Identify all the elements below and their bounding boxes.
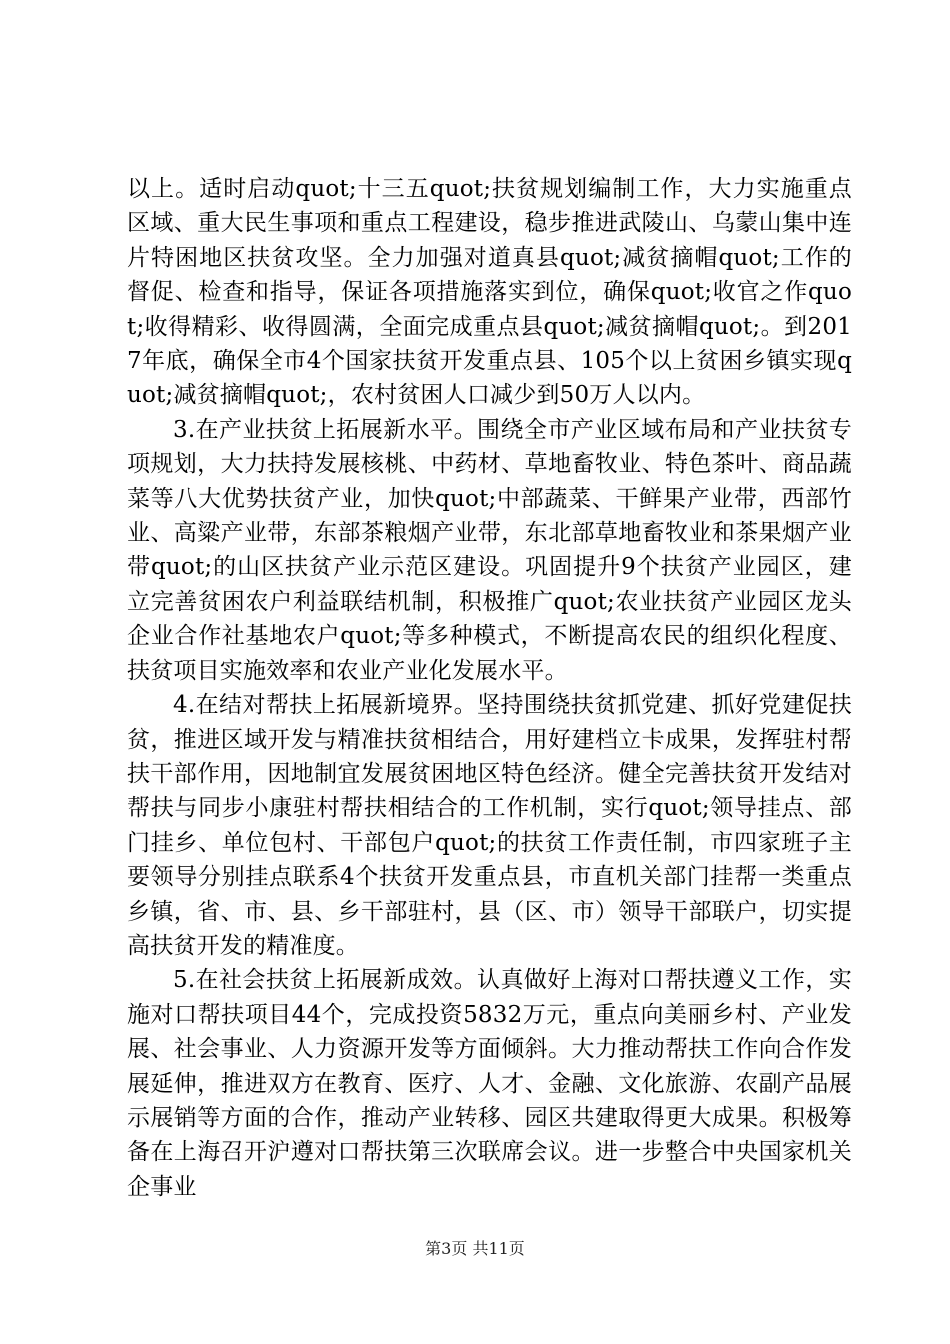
paragraph-2: 3.在产业扶贫上拓展新水平。围绕全市产业区域布局和产业扶贫专项规划，大力扶持发展核桃、中药材、草地畜牧业、特色茶叶、商品蔬菜等八大优势扶贫产业，加快quot;中部蔬菜、干鲜果产业带，西部竹业、高粱产业带，东部茶粮烟产业带，东北部草地畜牧业和茶果烟产业带quot;的山区扶贫产业示范区建设。巩固提升9个扶贫产业园区，建立完善贫困农户利益联结机制，积极推广quot;农业扶贫产业园区龙头企业合作社基地农户quot;等多种模式，不断提高农民的组织化程度、扶贫项目实施效率和农业产业化发展水平。: [127, 416, 852, 684]
paragraph-4: 5.在社会扶贫上拓展新成效。认真做好上海对口帮扶遵义工作，实施对口帮扶项目44个，完成投资5832万元，重点向美丽乡村、产业发展、社会事业、人力资源开发等方面倾斜。大力推动帮扶工作向合作发展延伸，推进双方在教育、医疗、人才、金融、文化旅游、农副产品展示展销等方面的合作，推动产业转移、园区共建取得更大成果。积极筹备在上海召开沪遵对口帮扶第三次联席会议。进一步整合中央国家机关企事业: [127, 967, 852, 1200]
page-footer: [0, 1238, 950, 1260]
document-body: [127, 172, 852, 1204]
page-number-label: 第3页 共11页: [425, 1239, 525, 1258]
paragraph-1: 以上。适时启动quot;十三五quot;扶贫规划编制工作，大力实施重点区域、重大民生事项和重点工程建设，稳步推进武陵山、乌蒙山集中连片特困地区扶贫攻坚。全力加强对道真县quot;减贫摘帽quot;工作的督促、检查和指导，保证各项措施落实到位，确保quot;收官之作quot;收得精彩、收得圆满，全面完成重点县quot;减贫摘帽quot;。到2017年底，确保全市4个国家扶贫开发重点县、105个以上贫困乡镇实现quot;减贫摘帽quot;，农村贫困人口减少到50万人以内。: [127, 176, 852, 409]
paragraph-3: 4.在结对帮扶上拓展新境界。坚持围绕扶贫抓党建、抓好党建促扶贫，推进区域开发与精准扶贫相结合，用好建档立卡成果，发挥驻村帮扶干部作用，因地制宜发展贫困地区特色经济。健全完善扶贫开发结对帮扶与同步小康驻村帮扶相结合的工作机制，实行quot;领导挂点、部门挂乡、单位包村、干部包户quot;的扶贫工作责任制，市四家班子主要领导分别挂点联系4个扶贫开发重点县，市直机关部门挂帮一类重点乡镇，省、市、县、乡干部驻村，县（区、市）领导干部联户，切实提高扶贫开发的精准度。: [127, 692, 852, 959]
